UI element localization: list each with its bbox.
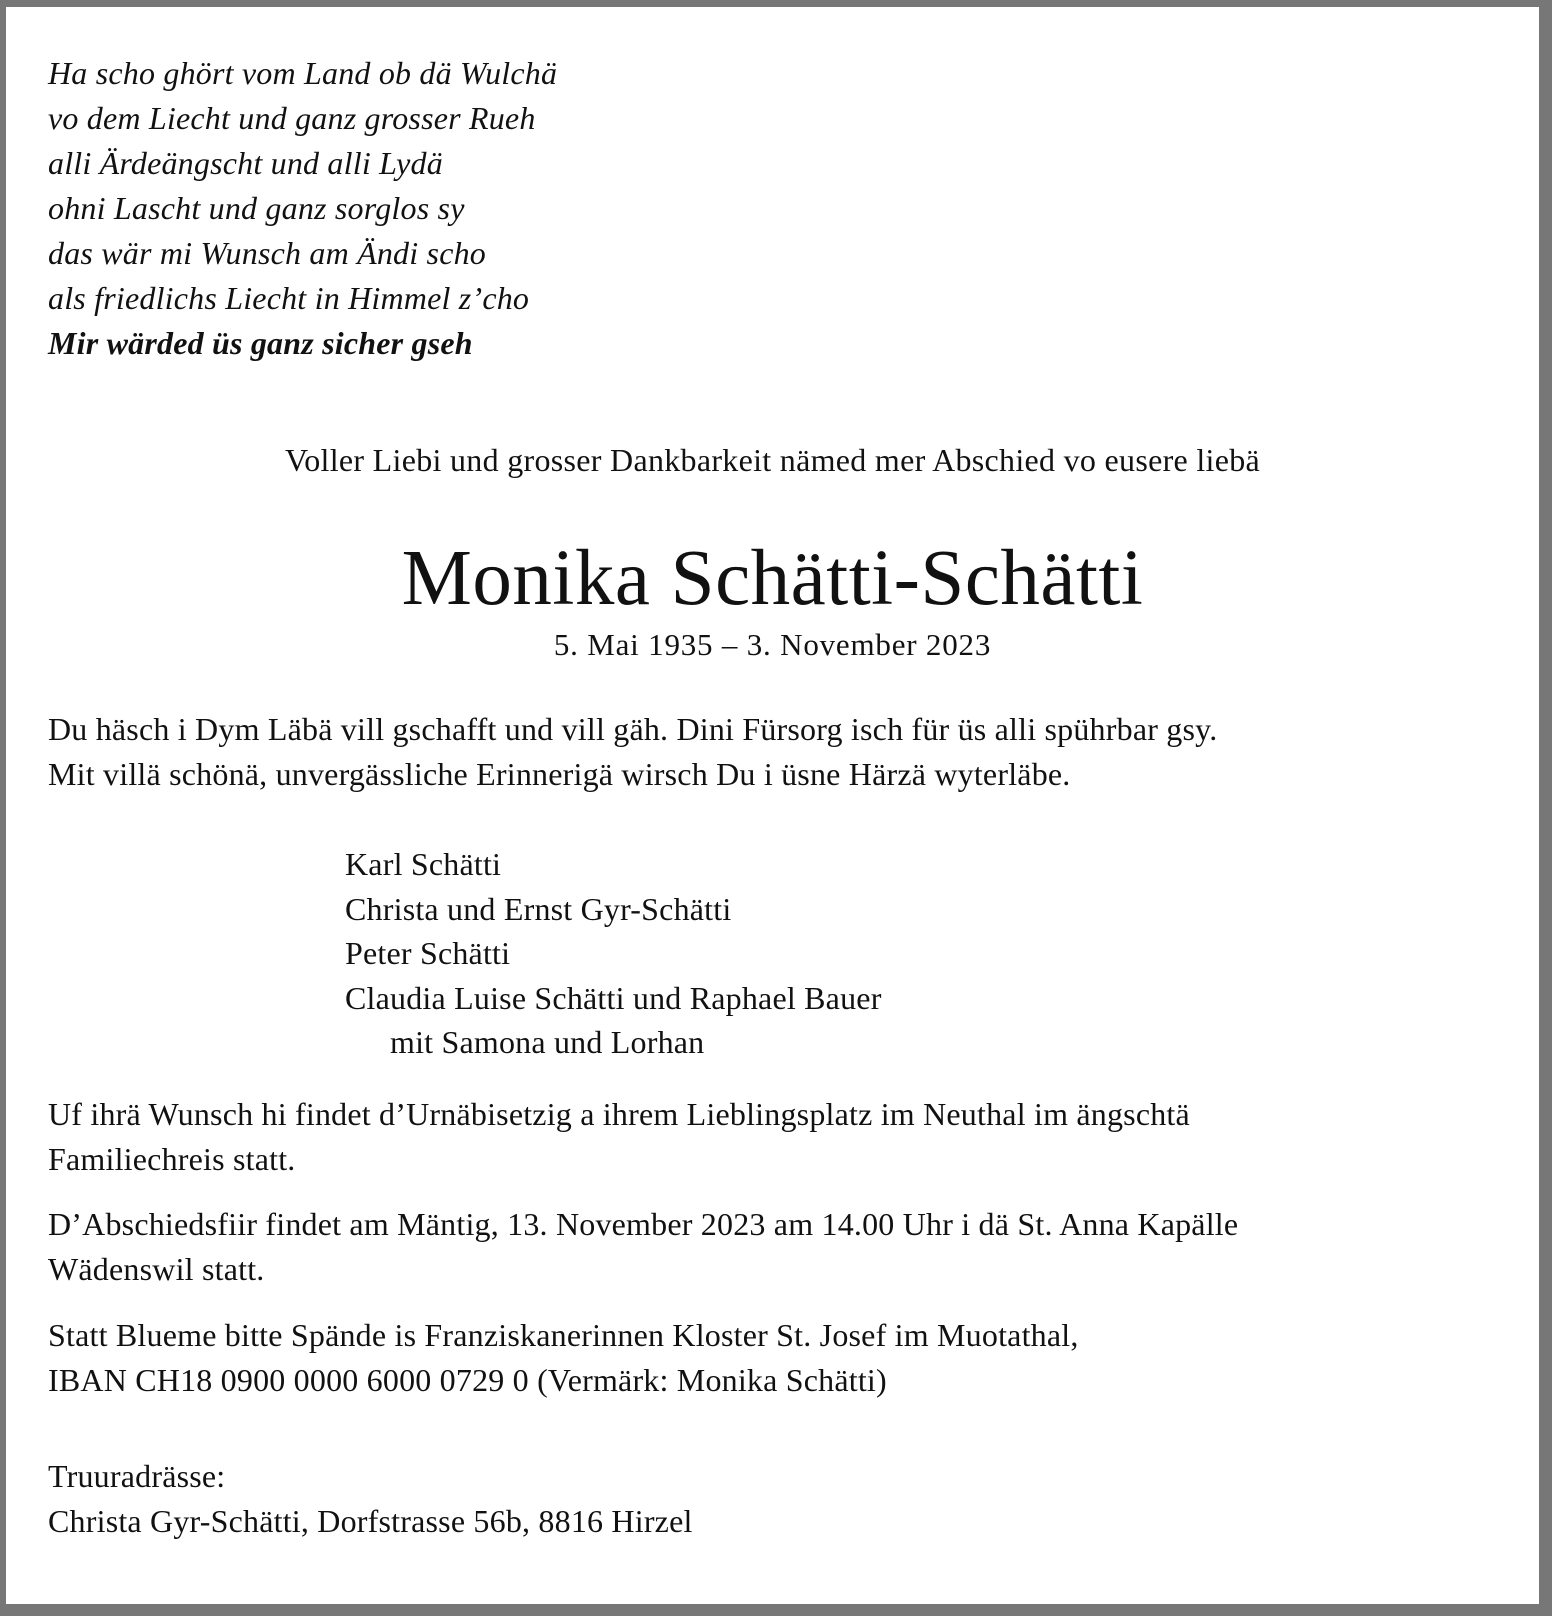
- family-member: Peter Schätti: [345, 935, 511, 971]
- urn-burial-paragraph: [48, 1092, 1190, 1182]
- poem-line: als friedlichs Liecht in Himmel z’cho: [48, 280, 530, 316]
- tribute-line: Mit villä schönä, unvergässliche Erinnerigä wirsch Du i üsne Härzä wyterläbe.: [48, 756, 1071, 792]
- urn-line: Uf ihrä Wunsch hi findet d’Urnäbisetzig a ihrem Lieblingsplatz im Neuthal im ängschtä: [48, 1096, 1190, 1132]
- mourning-address: [48, 1454, 693, 1544]
- poem: [48, 51, 557, 366]
- family-member: Karl Schätti: [345, 846, 502, 882]
- address-value: Christa Gyr-Schätti, Dorfstrasse 56b, 8816 Hirzel: [48, 1503, 693, 1539]
- poem-line: Ha scho ghört vom Land ob dä Wulchä: [48, 55, 558, 91]
- donation-paragraph: [48, 1313, 1079, 1403]
- farewell-intro: Voller Liebi und grosser Dankbarkeit nämed mer Abschied vo eusere liebä: [284, 442, 1261, 478]
- family-sub-member: mit Samona und Lorhan: [390, 1024, 705, 1060]
- poem-line: ohni Lascht und ganz sorglos sy: [48, 190, 465, 226]
- poem-line: vo dem Liecht und ganz grosser Rueh: [48, 100, 536, 136]
- ceremony-line: D’Abschiedsfiir findet am Mäntig, 13. November 2023 am 14.00 Uhr i dä St. Anna Kapälle: [48, 1206, 1239, 1242]
- family-list: [345, 842, 882, 1065]
- life-dates: 5. Mai 1935 – 3. November 2023: [553, 627, 992, 662]
- ceremony-paragraph: [48, 1202, 1238, 1292]
- tribute-paragraph: [48, 707, 1217, 797]
- address-label: Truuradrässe:: [48, 1458, 226, 1494]
- donation-line: Statt Blueme bitte Spände is Franziskanerinnen Kloster St. Josef im Muotathal,: [48, 1317, 1079, 1353]
- poem-line: alli Ärdeängscht und alli Lydä: [48, 145, 443, 181]
- obituary-page: [6, 7, 1539, 1604]
- urn-line: Familiechreis statt.: [48, 1141, 296, 1177]
- ceremony-line: Wädenswil statt.: [48, 1251, 265, 1287]
- family-member: Claudia Luise Schätti und Raphael Bauer: [345, 979, 882, 1016]
- poem-closing-line: Mir wärded üs ganz sicher gseh: [48, 325, 473, 361]
- deceased-name: Monika Schätti-Schätti: [401, 535, 1144, 622]
- tribute-line: Du häsch i Dym Läbä vill gschafft und vill gäh. Dini Fürsorg isch für üs alli spührbar gsy.: [48, 711, 1218, 747]
- donation-iban-line: IBAN CH18 0900 0000 6000 0729 0 (Vermärk: Monika Schätti): [48, 1362, 887, 1398]
- poem-line: das wär mi Wunsch am Ändi scho: [48, 235, 486, 271]
- family-member: Christa und Ernst Gyr-Schätti: [345, 890, 732, 927]
